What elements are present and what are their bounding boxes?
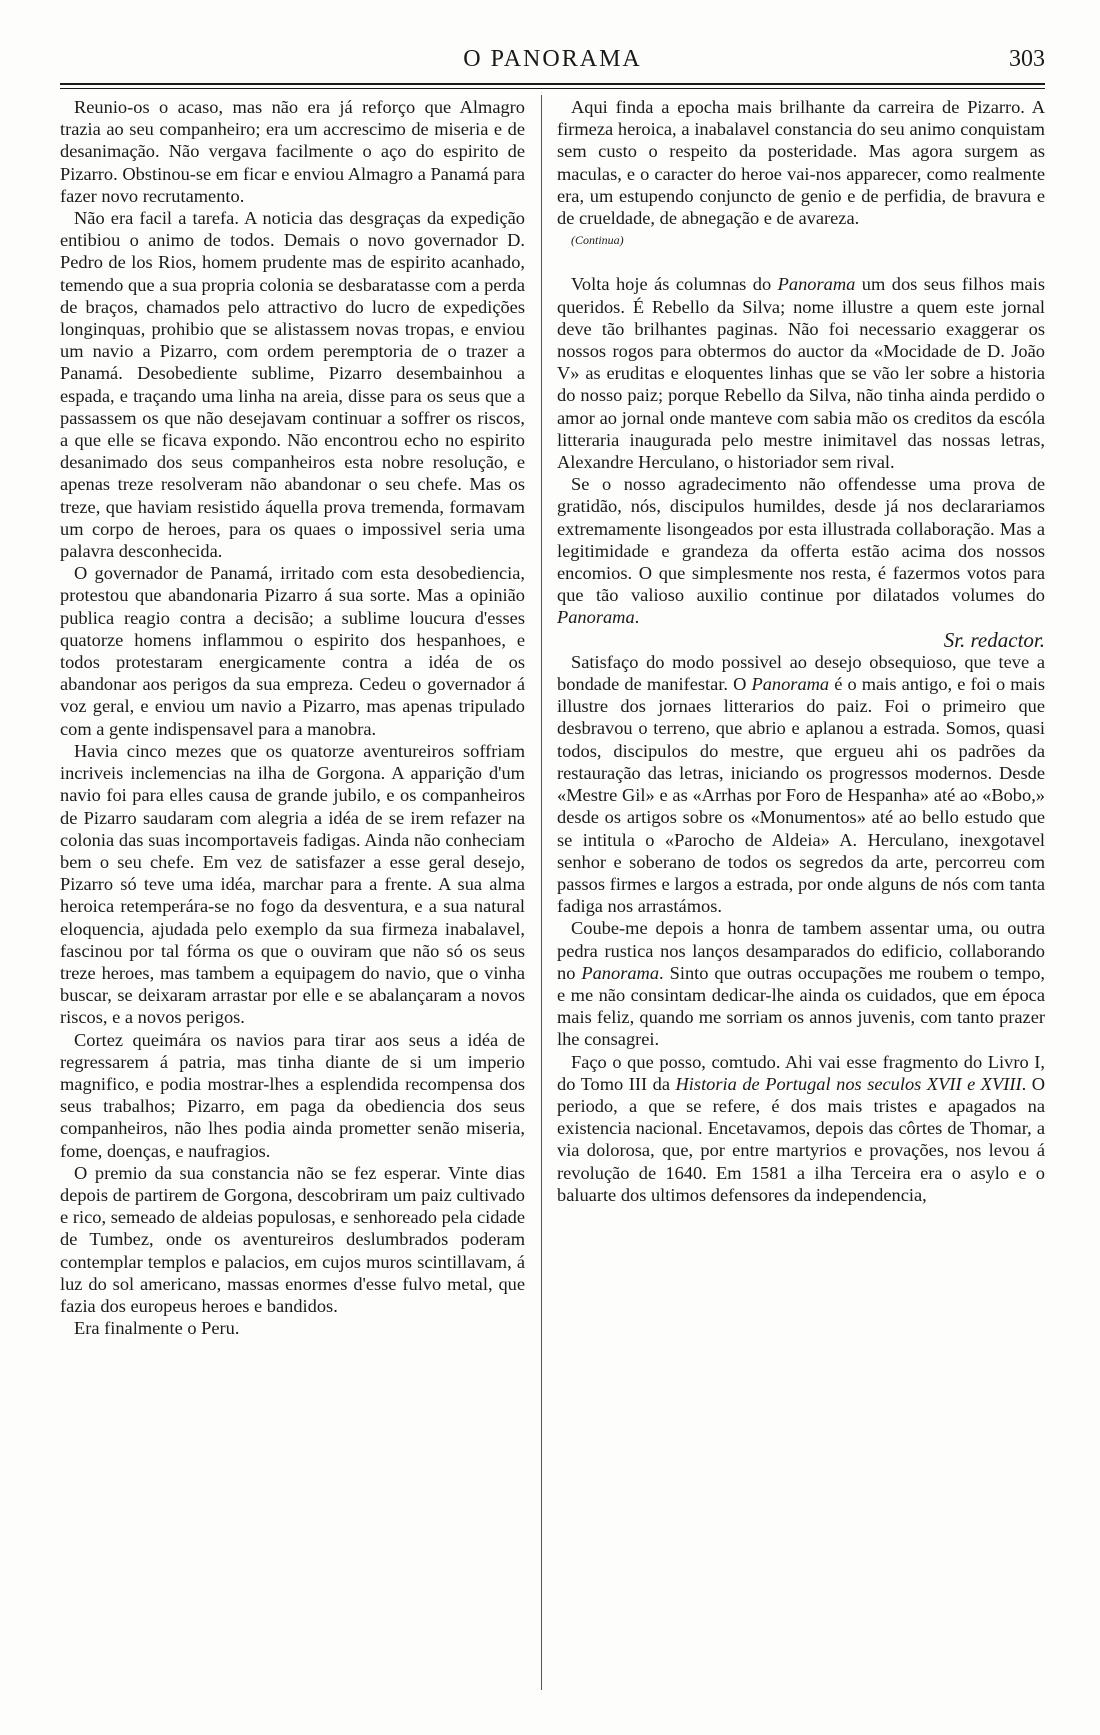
journal-name-italic: Panorama	[581, 962, 660, 983]
letter-paragraph	[557, 651, 1045, 917]
page-number: 303	[1009, 46, 1045, 72]
paragraph: Aqui finda a epocha mais brilhante da carreira de Pizarro. A firmeza heroica, a inabalavel constancia do seu animo conquistam sem custo o respeito da posteridade. Mas agora surgem as maculas, e o caracter do heroe vai-nos apparecer, como realmente era, um estupendo conjuncto de genio e de perfidia, de bravura e de crueldade, de abnegação e de avareza.	[557, 97, 1045, 229]
paragraph: Havia cinco mezes que os quatorze aventureiros soffriam incriveis inclemencias na ilha de Gorgona. A apparição d'um navio foi para elles causa de grande jubilo, e os companheiros de Pizarro saudaram com alegria a idéa de se irem refazer na colonia das suas incomportaveis fadigas. Ainda não conheciam bem o seu chefe. Em vez de satisfazer a esse geral desejo, Pizarro só teve uma idéa, marchar para a frente. A sua alma heroica retemperára-se no fogo da desventura, e a sua natural eloquencia, ajudada pelo exemplo da sua firmeza inabalavel, fascinou por tal fórma os que o ouviram que não só os seus treze heroes, mas tambem a equipagem do navio, que o vinha buscar, se deixaram arrastar por elle e se abalançaram a novos riscos, e a novos perigos.	[60, 740, 525, 1028]
journal-name-italic: Panorama	[777, 274, 856, 295]
right-column	[557, 96, 1045, 1206]
text-run: . O periodo, a que se refere, é dos mais tristes e apagados na existencia nacional. Encetavamos, depois das côrtes de Thomar, a via dolorosa, que, por entre martyrios e provações, nos levou á revolução de 1640. Em 1581 a ilha Terceira era o asylo e o baluarte dos ultimos defensores da independencia,	[557, 1073, 1046, 1205]
text-run: .	[634, 607, 640, 628]
paragraph: O governador de Panamá, irritado com esta desobediencia, protestou que abandonaria Pizarro á sua sorte. Mas a opinião publica reagio contra a decisão; a sublime loucura d'esses quatorze homens inflammou o espirito dos hespanhoes, e todos protestaram energicamente contra a idéa de os abandonar aos perigos da sua empreza. Cedeu o governador á voz geral, e enviou um navio a Pizarro, mas apenas tripulado com a gente indispensavel para a manobra.	[60, 563, 525, 739]
left-column	[60, 96, 525, 1339]
letter-salutation: Sr. redactor.	[943, 627, 1045, 652]
text-run: Faço o que posso, comtudo. Ahi vai esse fragmento do Livro I, do Tomo III da	[557, 1051, 1045, 1094]
journal-name-italic: Panorama	[557, 607, 635, 628]
page-header	[60, 40, 1045, 84]
paragraph: Reunio-os o acaso, mas não era já reforço que Almagro trazia ao seu companheiro; era um accrescimo de miseria e de desanimação. Não vergava facilmente o aço do espirito de Pizarro. Obstinou-se em ficar e enviou Almagro a Panamá para fazer novo recrutamento.	[60, 97, 525, 206]
paragraph: Cortez queimára os navios para tirar aos seus a idéa de regressarem á patria, mas tinha diante de si um imperio magnifico, e podia mostrar-lhes a esplendida recompensa dos seus trabalhos; Pizarro, em paga da obediencia dos seus companheiros, não lhes podia ainda prometter senão miseria, fome, doenças, e naufragios.	[60, 1029, 525, 1161]
section-break	[557, 251, 1045, 273]
header-rule-thin	[60, 88, 1045, 89]
editor-note-paragraph	[557, 473, 1045, 628]
paragraph: Era finalmente o Peru.	[74, 1318, 240, 1339]
editor-note-paragraph	[557, 273, 1045, 473]
journal-title: O PANORAMA	[463, 46, 642, 72]
text-run: Volta hoje ás columnas do	[571, 274, 778, 295]
text-run: Coube-me depois a honra de tambem assentar uma, ou outra pedra rustica nos lanços desamparados do edificio, collaborando no	[557, 918, 1045, 983]
text-run: é o mais antigo, e foi o mais illustre dos jornaes litterarios do paiz. Foi o primeiro que desbravou o terreno, que abrio e aplanou a estrada. Somos, quasi todos, discipulos do mestre, que ergueu ahi os padrões da restauração das letras, iniciando os progressos modernos. Desde «Mestre Gil» e as «Arrhas por Foro de Hespanha» até ao «Bobo,» desde os artigos sobre os «Monumentos» até ao bello estudo que se intitula o «Parocho de Aldeia» A. Herculano, inexgotavel senhor e soberano de todos os segredos da arte, percorreu com passos firmes e largos a estrada, por onde alguns de nós com tanta fadiga nos arrastámos.	[557, 674, 1045, 917]
header-rule	[60, 83, 1045, 85]
journal-name-italic: Panorama	[751, 674, 830, 695]
text-run: um dos seus filhos mais queridos. É Rebello da Silva; nome illustre a quem este jornal deve tão brilhantes paginas. Não foi necessario exaggerar os nossos rogos para obtermos do auctor da «Mocidade de D. João V» as eruditas e eloquentes linhas que se vão ler sobre a historia do nosso paiz; porque Rebello da Silva, não tinha ainda perdido o amor ao jornal onde manteve com sabia mão os creditos da escóla litteraria inaugurada pelo mestre inimitavel das nossas letras, Alexandre Herculano, o historiador sem rival.	[557, 274, 1045, 473]
letter-paragraph	[557, 1051, 1045, 1206]
text-run: Se o nosso agradecimento não offendesse uma prova de gratidão, nós, discipulos humildes, desde já nos declarariamos extremamente lisongeados por esta illustrada collaboração. Mas a legitimidade e grandeza da offerta estão acima dos nossos encomios. O que simplesmente nos resta, é fazermos votos para que tão valioso auxilio continue por dilatados volumes do	[557, 474, 1045, 606]
book-title-italic: Historia de Portugal nos seculos XVII e XVIII	[675, 1073, 1022, 1094]
text-run: Satisfaço do modo possivel ao desejo obsequioso, que teve a bondade de manifestar. O	[557, 651, 1045, 695]
continua-note: (Continua)	[571, 233, 624, 248]
paragraph: Não era facil a tarefa. A noticia das desgraças da expedição entibiou o animo de todos. Demais o novo governador D. Pedro de los Rios, homem prudente mas de espirito acanhado, temendo que a sua propria colonia se desbaratasse com a perda de braços, chamados pelo attractivo do lucro de expedições longinquas, prohibio que se alistassem novas tropas, e enviou um navio a Pizarro, com ordem peremptoria de o trazer a Panamá. Desobediente sublime, Pizarro desembainhou a espada, e traçando uma linha na areia, disse para os seus que a passassem os que não desejavam continuar a soffrer os riscos, a que elle se ficava expondo. Não encontrou echo no espirito desanimado dos seus companheiros esta nobre resolução, e apenas treze resolveram não abandonar o seu chefe. Mas os treze, que haviam resistido áquella prova tremenda, formavam um corpo de heroes, para os quaes o impossivel seria uma palavra desconhecida.	[60, 208, 525, 562]
paragraph: O premio da sua constancia não se fez esperar. Vinte dias depois de partirem de Gorgona, descobriram um paiz cultivado e rico, semeado de aldeias populosas, e senhoreado pela cidade de Tumbez, onde os aventureiros deslumbrados poderam contemplar templos e palacios, em cujos muros scintillavam, á luz do sol americano, massas enormes d'esse fulvo metal, que fazia dos europeus heroes e bandidos.	[60, 1162, 525, 1316]
column-divider	[541, 95, 542, 1690]
letter-paragraph	[557, 917, 1045, 1050]
text-run: . Sinto que outras occupações me roubem o tempo, e me não consintam dedicar-lhe ainda os cuidados, que em época mais feliz, quando me sorriam os annos juvenis, com tanto prazer lhe consagrei.	[557, 962, 1045, 1050]
